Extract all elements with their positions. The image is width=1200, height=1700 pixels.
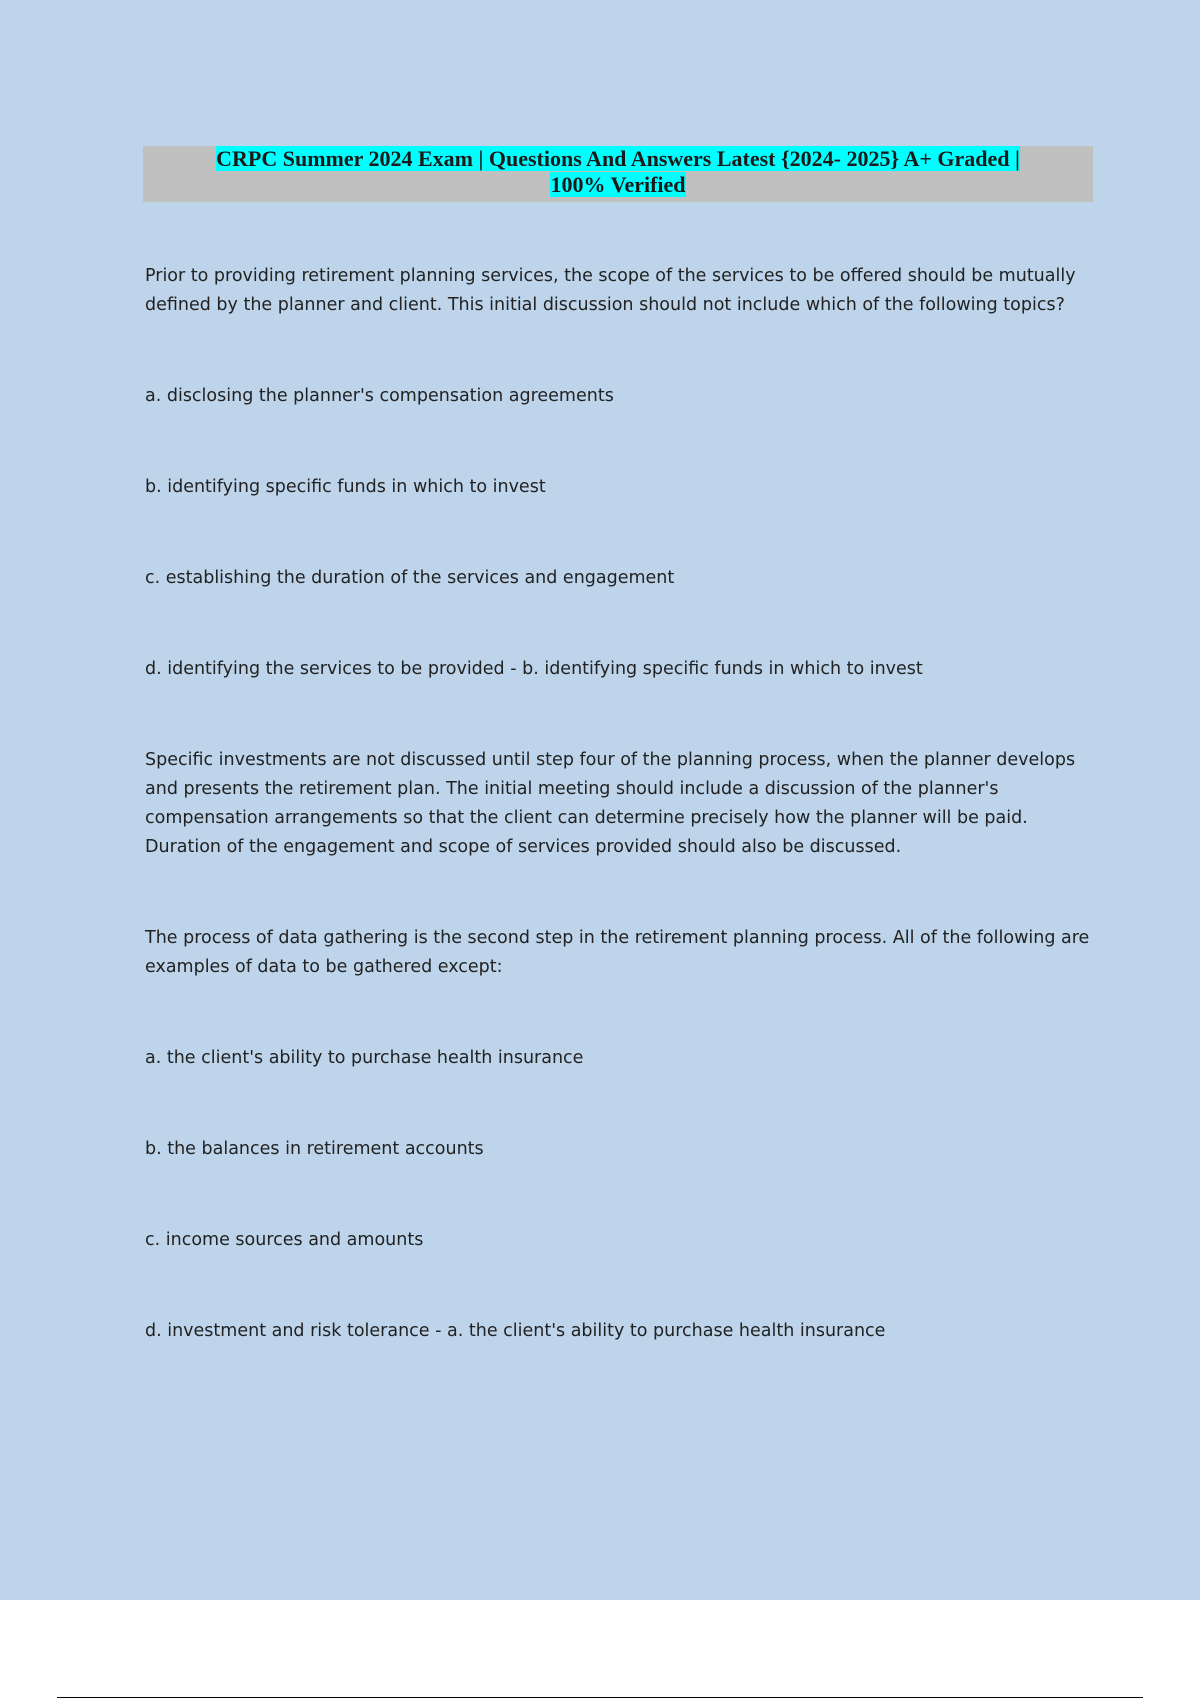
document-body (145, 262, 1095, 1408)
title-line-2: 100% Verified (550, 172, 686, 197)
question-1-stem: Prior to providing retirement planning services, the scope of the services to be offered should be mutually defined by the planner and client. This initial discussion should not include which of the following topics? (145, 266, 1076, 315)
question-2-option-a: a. the client's ability to purchase health insurance (145, 1048, 584, 1068)
question-1-option-c: c. establishing the duration of the services and engagement (145, 568, 675, 588)
question-1-explanation: Specific investments are not discussed until step four of the planning process, when the planner develops and presents the retirement plan. The initial meeting should include a discussion of the planner's compensation arrangements so that the client can determine precisely how the planner will be paid. Duration of the engagement and scope of services provided should also be discussed. (145, 750, 1076, 857)
question-1-option-a: a. disclosing the planner's compensation agreements (145, 386, 614, 406)
title-line-1: CRPC Summer 2024 Exam | Questions And Answers Latest {2024- 2025} A+ Graded | (216, 146, 1020, 171)
question-2-option-c: c. income sources and amounts (145, 1230, 424, 1250)
footer-divider (57, 1697, 1143, 1698)
question-2-option-d-answer: d. investment and risk tolerance - a. the client's ability to purchase health insurance (145, 1321, 886, 1341)
question-2-stem: The process of data gathering is the second step in the retirement planning process. All of the following are examples of data to be gathered except: (145, 928, 1090, 977)
question-1-option-d-answer: d. identifying the services to be provided - b. identifying specific funds in which to invest (145, 659, 923, 679)
document-title (143, 146, 1093, 202)
question-2-option-b: b. the balances in retirement accounts (145, 1139, 484, 1159)
question-1-option-b: b. identifying specific funds in which to invest (145, 477, 546, 497)
